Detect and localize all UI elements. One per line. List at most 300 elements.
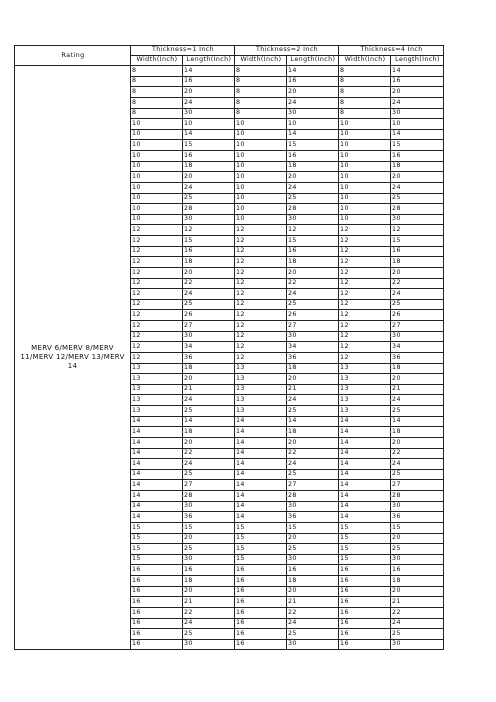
length-cell: 14 [287,66,339,77]
width-cell: 15 [339,554,391,565]
length-cell: 24 [391,395,444,406]
width-cell: 10 [339,161,391,172]
width-cell: 12 [339,236,391,247]
width-cell: 16 [339,565,391,576]
width-cell: 14 [339,491,391,502]
width-cell: 13 [131,406,183,417]
length-cell: 24 [391,182,444,193]
length-cell: 16 [183,246,235,257]
length-cell: 14 [391,66,444,77]
width-cell: 16 [131,618,183,629]
width-cell: 8 [339,108,391,119]
length-cell: 16 [183,565,235,576]
length-cell: 20 [391,87,444,98]
width-cell: 10 [131,161,183,172]
length-cell: 25 [287,629,339,640]
width-cell: 12 [339,246,391,257]
length-cell: 24 [391,459,444,470]
length-cell: 30 [391,554,444,565]
width-cell: 12 [339,225,391,236]
length-cell: 36 [391,352,444,363]
width-cell: 15 [235,544,287,555]
width-cell: 12 [235,321,287,332]
length-cell: 30 [287,331,339,342]
width-cell: 12 [131,289,183,300]
width-cell: 16 [235,576,287,587]
length-cell: 22 [183,607,235,618]
width-cell: 13 [235,363,287,374]
length-cell: 18 [391,257,444,268]
width-cell: 13 [131,374,183,385]
width-cell: 10 [235,161,287,172]
width-cell: 10 [235,214,287,225]
length-cell: 20 [183,267,235,278]
width-cell: 16 [235,597,287,608]
length-cell: 25 [287,406,339,417]
length-cell: 22 [391,448,444,459]
width-cell: 10 [235,151,287,162]
width-cell: 14 [235,512,287,523]
width-cell: 12 [235,236,287,247]
width-cell: 10 [131,140,183,151]
length-cell: 28 [183,204,235,215]
width-cell: 12 [235,267,287,278]
width-cell: 16 [235,629,287,640]
length-cell: 30 [287,639,339,650]
length-cell: 25 [287,299,339,310]
width-cell: 12 [131,257,183,268]
length-cell: 25 [183,629,235,640]
width-cell: 10 [339,119,391,130]
width-cell: 16 [235,607,287,618]
width-cell: 16 [339,607,391,618]
length-cell: 22 [287,607,339,618]
width-cell: 14 [235,480,287,491]
length-cell: 14 [183,66,235,77]
width-cell: 12 [131,352,183,363]
width-header: Width(Inch) [235,56,287,66]
length-cell: 16 [391,565,444,576]
length-cell: 25 [287,469,339,480]
length-cell: 25 [287,544,339,555]
length-cell: 14 [287,129,339,140]
width-cell: 12 [131,236,183,247]
width-cell: 13 [235,374,287,385]
length-cell: 10 [287,119,339,130]
length-cell: 18 [287,427,339,438]
width-cell: 12 [339,342,391,353]
length-cell: 24 [183,459,235,470]
width-cell: 8 [235,97,287,108]
width-cell: 8 [339,76,391,87]
width-cell: 14 [131,491,183,502]
width-cell: 10 [235,129,287,140]
width-cell: 10 [339,129,391,140]
length-cell: 24 [183,182,235,193]
length-cell: 18 [287,161,339,172]
width-cell: 10 [235,204,287,215]
width-cell: 12 [235,342,287,353]
width-cell: 12 [339,352,391,363]
length-cell: 24 [183,289,235,300]
width-cell: 16 [131,576,183,587]
length-cell: 20 [391,437,444,448]
length-cell: 15 [391,140,444,151]
width-cell: 12 [235,246,287,257]
length-cell: 18 [287,257,339,268]
length-cell: 25 [183,544,235,555]
length-cell: 24 [183,618,235,629]
length-cell: 20 [183,172,235,183]
width-cell: 15 [131,533,183,544]
width-cell: 8 [339,97,391,108]
length-cell: 24 [391,97,444,108]
length-cell: 21 [391,597,444,608]
width-cell: 10 [339,193,391,204]
width-cell: 14 [131,469,183,480]
length-cell: 21 [391,384,444,395]
length-cell: 16 [391,246,444,257]
length-cell: 24 [183,97,235,108]
width-cell: 13 [235,395,287,406]
width-cell: 12 [339,289,391,300]
length-cell: 22 [287,278,339,289]
length-cell: 28 [287,204,339,215]
width-cell: 10 [339,182,391,193]
length-cell: 20 [391,533,444,544]
width-cell: 8 [339,87,391,98]
length-cell: 30 [391,639,444,650]
width-cell: 10 [235,182,287,193]
length-cell: 34 [391,342,444,353]
filter-size-table [14,45,444,650]
length-cell: 30 [391,214,444,225]
length-cell: 20 [391,586,444,597]
length-cell: 14 [391,416,444,427]
length-cell: 18 [391,576,444,587]
length-cell: 14 [391,129,444,140]
width-cell: 8 [131,87,183,98]
width-cell: 12 [339,278,391,289]
width-cell: 15 [235,554,287,565]
length-cell: 24 [183,395,235,406]
length-cell: 14 [287,416,339,427]
width-cell: 8 [235,66,287,77]
width-cell: 12 [131,267,183,278]
length-cell: 15 [391,236,444,247]
width-cell: 10 [131,204,183,215]
length-cell: 26 [183,310,235,321]
length-cell: 16 [183,151,235,162]
width-cell: 12 [339,321,391,332]
width-cell: 10 [339,204,391,215]
width-cell: 13 [339,406,391,417]
width-cell: 10 [131,172,183,183]
length-cell: 16 [287,246,339,257]
length-cell: 15 [183,236,235,247]
length-cell: 15 [287,522,339,533]
length-cell: 25 [391,193,444,204]
width-cell: 14 [339,459,391,470]
length-cell: 14 [183,416,235,427]
length-cell: 18 [183,257,235,268]
width-cell: 10 [235,172,287,183]
length-cell: 27 [287,480,339,491]
length-cell: 21 [183,384,235,395]
width-cell: 8 [235,87,287,98]
width-cell: 14 [131,512,183,523]
width-cell: 10 [131,214,183,225]
width-cell: 16 [131,597,183,608]
length-cell: 20 [391,172,444,183]
width-cell: 16 [131,639,183,650]
width-cell: 12 [235,278,287,289]
width-cell: 14 [339,480,391,491]
length-cell: 30 [287,554,339,565]
width-cell: 14 [235,491,287,502]
width-cell: 12 [235,310,287,321]
length-cell: 25 [183,406,235,417]
length-cell: 18 [183,363,235,374]
width-cell: 10 [131,193,183,204]
length-cell: 28 [183,491,235,502]
length-cell: 20 [183,586,235,597]
width-cell: 12 [131,321,183,332]
width-cell: 14 [235,448,287,459]
width-cell: 13 [235,406,287,417]
width-header: Width(Inch) [339,56,391,66]
width-cell: 12 [131,310,183,321]
length-cell: 20 [287,172,339,183]
length-cell: 34 [287,342,339,353]
length-cell: 36 [391,512,444,523]
length-cell: 18 [391,427,444,438]
width-cell: 14 [339,416,391,427]
width-cell: 14 [131,437,183,448]
width-cell: 14 [235,501,287,512]
width-cell: 12 [235,352,287,363]
length-cell: 18 [287,363,339,374]
width-cell: 16 [339,618,391,629]
length-cell: 10 [391,119,444,130]
width-cell: 12 [339,267,391,278]
width-cell: 12 [235,257,287,268]
width-cell: 16 [339,629,391,640]
width-cell: 16 [339,586,391,597]
length-cell: 18 [391,363,444,374]
length-cell: 27 [391,480,444,491]
length-cell: 27 [183,321,235,332]
length-cell: 15 [287,236,339,247]
width-cell: 13 [339,384,391,395]
length-cell: 21 [183,597,235,608]
width-cell: 12 [235,225,287,236]
length-cell: 24 [391,618,444,629]
length-cell: 26 [391,310,444,321]
length-cell: 30 [287,501,339,512]
width-cell: 14 [235,469,287,480]
width-cell: 15 [235,522,287,533]
length-cell: 27 [391,321,444,332]
length-cell: 16 [183,76,235,87]
thickness-2-header: Thickness=2 Inch [235,46,339,56]
width-cell: 16 [339,597,391,608]
width-cell: 14 [131,459,183,470]
length-cell: 24 [287,618,339,629]
table-body [15,66,444,650]
width-cell: 12 [235,299,287,310]
width-cell: 15 [339,522,391,533]
length-cell: 18 [391,161,444,172]
width-cell: 12 [339,257,391,268]
length-cell: 36 [183,512,235,523]
width-cell: 16 [235,639,287,650]
thickness-1-header: Thickness=1 Inch [131,46,235,56]
width-cell: 10 [131,151,183,162]
width-cell: 16 [131,629,183,640]
length-cell: 18 [183,576,235,587]
width-cell: 15 [339,544,391,555]
length-cell: 12 [391,225,444,236]
length-cell: 36 [183,352,235,363]
length-cell: 36 [287,512,339,523]
length-cell: 16 [287,76,339,87]
length-cell: 25 [391,299,444,310]
width-cell: 16 [339,576,391,587]
length-cell: 20 [287,437,339,448]
length-cell: 30 [183,639,235,650]
length-cell: 25 [391,544,444,555]
length-cell: 28 [391,491,444,502]
length-cell: 30 [391,108,444,119]
width-cell: 12 [131,278,183,289]
length-cell: 22 [287,448,339,459]
width-cell: 15 [235,533,287,544]
length-cell: 21 [287,384,339,395]
width-cell: 13 [235,384,287,395]
length-cell: 20 [391,267,444,278]
width-cell: 14 [339,448,391,459]
width-cell: 13 [339,374,391,385]
thickness-4-header: Thickness=4 Inch [339,46,444,56]
length-cell: 16 [287,565,339,576]
width-cell: 13 [131,384,183,395]
length-cell: 20 [391,374,444,385]
length-cell: 28 [287,491,339,502]
width-cell: 14 [339,501,391,512]
length-cell: 18 [183,161,235,172]
length-header: Length(Inch) [183,56,235,66]
width-cell: 10 [235,193,287,204]
length-cell: 24 [287,182,339,193]
length-cell: 22 [391,607,444,618]
length-cell: 25 [391,406,444,417]
length-cell: 22 [183,278,235,289]
width-cell: 10 [339,214,391,225]
width-header: Width(Inch) [131,56,183,66]
width-cell: 16 [235,618,287,629]
length-cell: 20 [287,87,339,98]
length-cell: 15 [183,522,235,533]
width-cell: 10 [339,140,391,151]
length-cell: 20 [183,374,235,385]
width-cell: 12 [339,299,391,310]
width-cell: 8 [131,66,183,77]
length-cell: 16 [391,151,444,162]
width-cell: 12 [235,331,287,342]
length-cell: 15 [183,140,235,151]
length-header: Length(Inch) [391,56,444,66]
length-cell: 34 [183,342,235,353]
length-cell: 12 [183,225,235,236]
width-cell: 10 [235,140,287,151]
width-cell: 14 [235,437,287,448]
width-cell: 10 [339,172,391,183]
length-cell: 30 [391,331,444,342]
length-cell: 24 [287,97,339,108]
length-cell: 20 [183,87,235,98]
length-cell: 25 [183,469,235,480]
width-cell: 8 [131,108,183,119]
width-cell: 15 [131,544,183,555]
length-header: Length(Inch) [287,56,339,66]
width-cell: 12 [339,310,391,321]
width-cell: 10 [131,129,183,140]
length-cell: 36 [287,352,339,363]
width-cell: 8 [131,97,183,108]
width-cell: 12 [131,225,183,236]
width-cell: 16 [131,607,183,618]
length-cell: 25 [391,469,444,480]
length-cell: 18 [287,576,339,587]
length-cell: 30 [183,214,235,225]
width-cell: 12 [131,299,183,310]
rating-header: Rating [15,46,131,66]
width-cell: 8 [235,76,287,87]
width-cell: 10 [131,182,183,193]
length-cell: 25 [287,193,339,204]
length-cell: 20 [287,267,339,278]
width-cell: 13 [339,363,391,374]
length-cell: 30 [183,501,235,512]
width-cell: 14 [131,501,183,512]
width-cell: 8 [235,108,287,119]
length-cell: 30 [183,554,235,565]
length-cell: 24 [391,289,444,300]
width-cell: 16 [339,639,391,650]
length-cell: 28 [391,204,444,215]
width-cell: 14 [235,416,287,427]
length-cell: 25 [391,629,444,640]
table-row [15,66,444,77]
width-cell: 8 [339,66,391,77]
length-cell: 25 [183,193,235,204]
width-cell: 15 [131,522,183,533]
width-cell: 14 [131,480,183,491]
length-cell: 25 [183,299,235,310]
width-cell: 16 [131,565,183,576]
length-cell: 27 [287,321,339,332]
length-cell: 21 [287,597,339,608]
length-cell: 16 [287,151,339,162]
length-cell: 30 [183,108,235,119]
length-cell: 26 [287,310,339,321]
width-cell: 12 [339,331,391,342]
length-cell: 15 [391,522,444,533]
length-cell: 30 [183,331,235,342]
length-cell: 10 [183,119,235,130]
width-cell: 13 [131,363,183,374]
